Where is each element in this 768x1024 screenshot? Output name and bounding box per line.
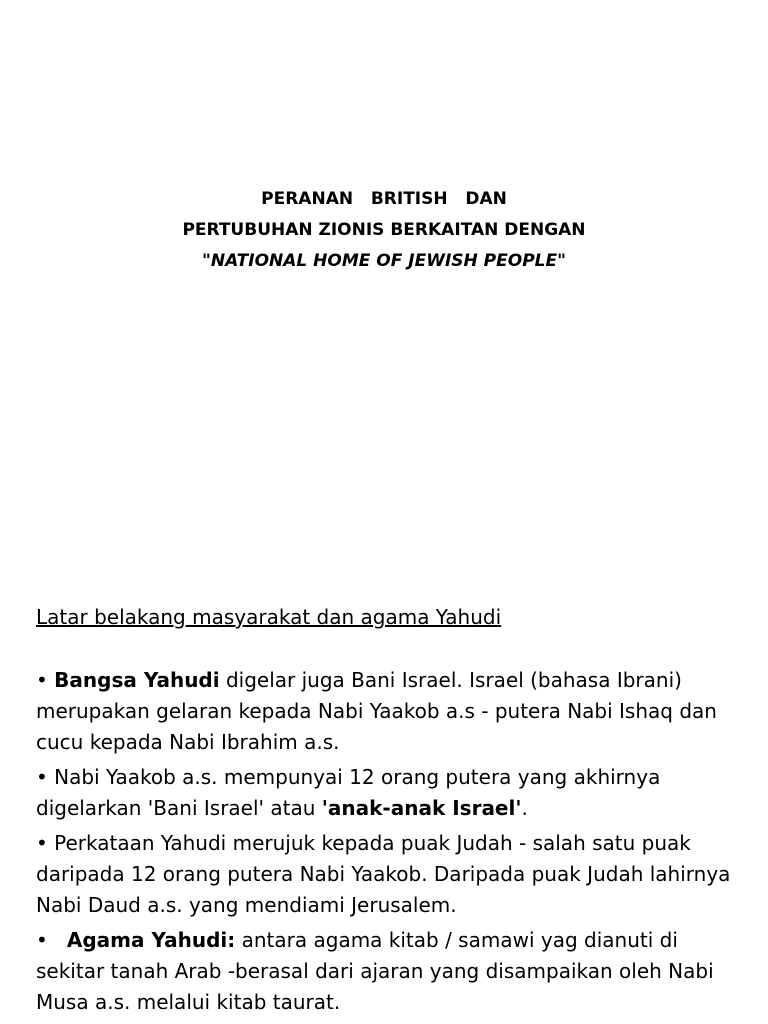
bullet-text: digelar juga Bani Israel. Israel (bahasa Ibrani) merupakan gelaran kepada Nabi Yaakob a.s - putera Nabi Ishaq dan cucu kepada Nabi Ibrahim a.s. — [36, 668, 717, 754]
title-line-3: "NATIONAL HOME OF JEWISH PEOPLE" — [202, 251, 566, 271]
section-heading: Latar belakang masyarakat dan agama Yahudi — [36, 605, 502, 629]
bullet-marker: • — [36, 831, 55, 855]
bullet-bold-text: Agama Yahudi: — [66, 928, 236, 952]
bullet-item-2 — [36, 762, 748, 824]
bullet-text: Perkataan Yahudi merujuk kepada puak Judah - salah satu puak daripada 12 orang putera Nabi Yaakob. Daripada puak Judah lahirnya Nabi Daud a.s. yang mendiami Jerusalem. — [36, 831, 731, 917]
bullet-marker: • — [36, 668, 55, 692]
bullet-item-4 — [36, 925, 748, 1018]
bullet-marker: • — [36, 928, 67, 952]
document-title — [0, 184, 768, 277]
bullet-bold-text: Bangsa Yahudi — [54, 668, 220, 692]
bullet-bold-text: 'anak-anak Israel' — [321, 796, 522, 820]
title-line-1: PERANAN BRITISH DAN — [261, 189, 507, 209]
bullet-marker: • — [36, 765, 55, 789]
bullet-tail: . — [521, 796, 528, 820]
bullet-item-1 — [36, 665, 748, 758]
bullet-text: antara agama kitab / samawi yag dianuti di sekitar tanah Arab -berasal dari ajaran yang disampaikan oleh Nabi Musa a.s. melalui kitab taurat. — [36, 928, 714, 1014]
bullet-item-3 — [36, 828, 748, 921]
section-content — [36, 602, 748, 1022]
title-line-2: PERTUBUHAN ZIONIS BERKAITAN DENGAN — [182, 220, 586, 240]
bullet-text: Nabi Yaakob a.s. mempunyai 12 orang putera yang akhirnya digelarkan 'Bani Israel' atau — [36, 765, 661, 820]
